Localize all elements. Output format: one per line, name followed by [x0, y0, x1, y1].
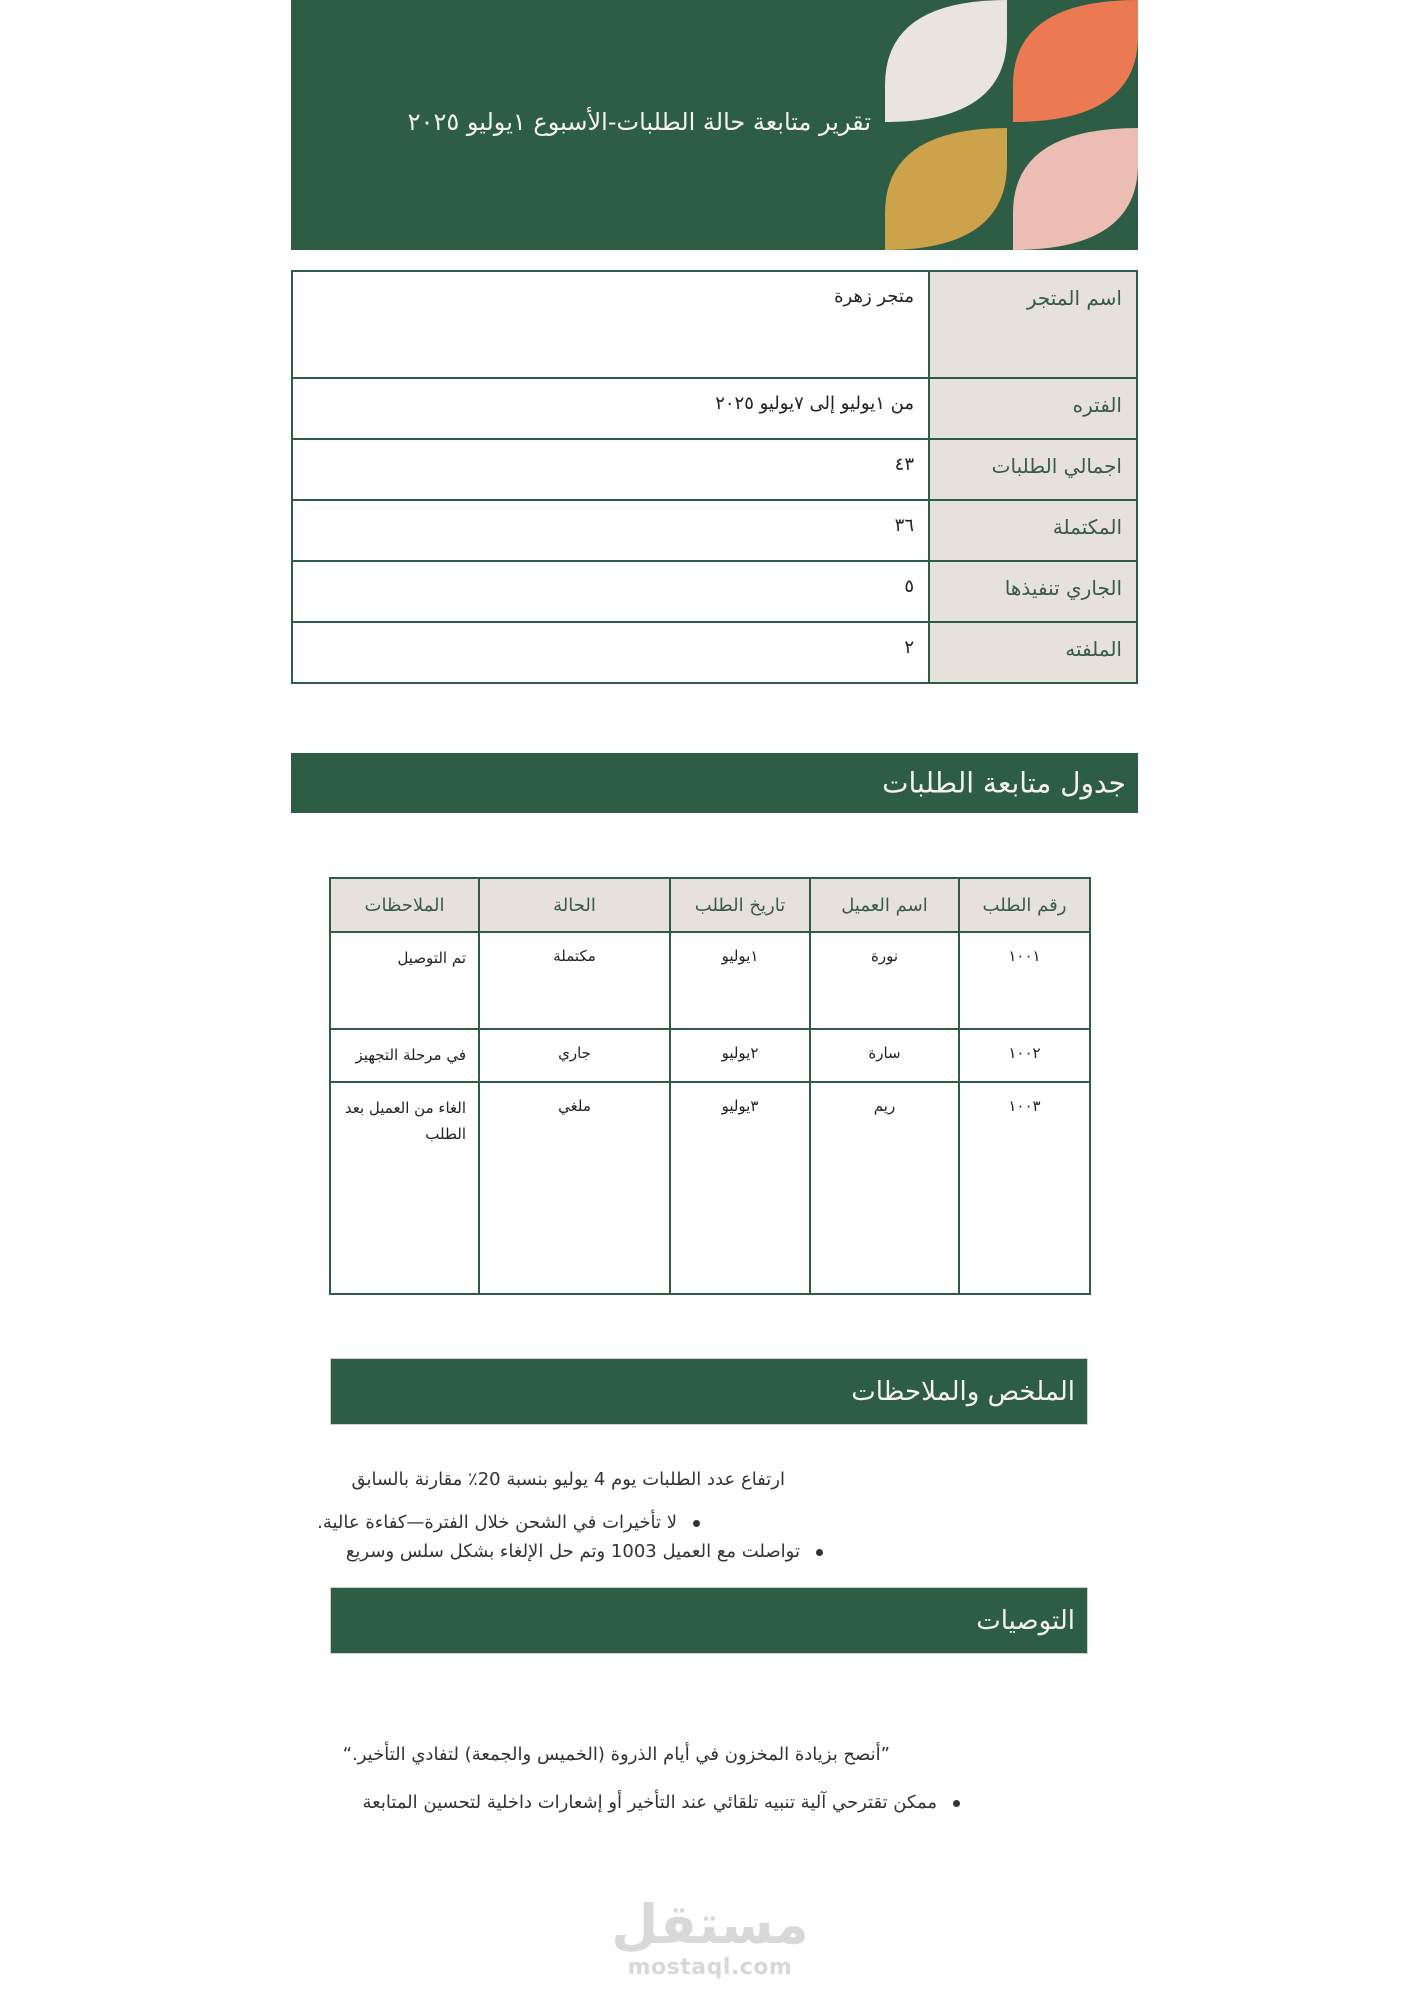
info-row: [292, 622, 1137, 683]
mustard-leaf-shape: [885, 128, 1007, 250]
info-label: الملفته: [929, 622, 1137, 683]
recommendation-bullet-text: ممكن تقترحي آلية تنبيه تلقائي عند التأخير أو إشعارات داخلية لتحسين المتابعة: [362, 1792, 937, 1813]
recommendations-section-header: [330, 1587, 1088, 1654]
report-title: تقرير متابعة حالة الطلبات-الأسبوع ١يوليو ٢٠٢٥: [407, 108, 871, 136]
notes-cell: تم التوصيل: [330, 932, 479, 1029]
table-row: [330, 932, 1090, 1029]
recommendation-quote: ”أنصح بزيادة المخزون في أيام الذروة (الخميس والجمعة) لتفادي التأخير.“: [342, 1744, 890, 1765]
pink-leaf-shape: [1013, 128, 1138, 250]
summary-paragraph: ارتفاع عدد الطلبات يوم 4 يوليو بنسبة 20٪ مقارنة بالسابق: [351, 1469, 785, 1490]
orange-leaf-shape: [1013, 0, 1138, 122]
info-row: [292, 439, 1137, 500]
column-header-status: الحالة: [479, 878, 670, 932]
watermark-latin: mostaql.com: [627, 1955, 793, 1980]
table-row: [330, 1029, 1090, 1082]
info-value: ٢: [292, 622, 929, 683]
status-cell: ملغي: [479, 1082, 670, 1294]
recommendations-section-title: التوصيات: [976, 1605, 1075, 1636]
info-row: [292, 378, 1137, 439]
cream-leaf-shape: [885, 0, 1007, 122]
info-value: من ١يوليو إلى ٧يوليو ٢٠٢٥: [292, 378, 929, 439]
column-header-notes: الملاحظات: [330, 878, 479, 932]
column-header-order-id: رقم الطلب: [959, 878, 1090, 932]
info-row: [292, 500, 1137, 561]
orders-table: [329, 877, 1091, 1295]
recommendation-bullet: [363, 1792, 961, 1813]
notes-cell: الغاء من العميل بعد الطلب: [330, 1082, 479, 1294]
store-info-table: [291, 270, 1138, 684]
summary-bullet-text: لا تأخيرات في الشحن خلال الفترة—كفاءة عالية.: [317, 1512, 677, 1533]
column-header-date: تاريخ الطلب: [670, 878, 810, 932]
order-id-cell: ١٠٠٣: [959, 1082, 1090, 1294]
orders-header-row: [330, 878, 1090, 932]
watermark-arabic: مستقل: [611, 1893, 809, 1956]
date-cell: ٣يوليو: [670, 1082, 810, 1294]
summary-section-header: [330, 1358, 1088, 1425]
bullet-icon: [693, 1520, 700, 1527]
mostaql-watermark: [595, 1895, 825, 1980]
info-value: ٣٦: [292, 500, 929, 561]
decorative-leaf-shapes: [885, 0, 1138, 250]
info-label: اجمالي الطلبات: [929, 439, 1137, 500]
customer-cell: نورة: [810, 932, 959, 1029]
customer-cell: سارة: [810, 1029, 959, 1082]
info-value: متجر زهرة: [292, 271, 929, 378]
info-row: [292, 561, 1137, 622]
date-cell: ٢يوليو: [670, 1029, 810, 1082]
bullet-icon: [953, 1800, 960, 1807]
order-id-cell: ١٠٠٢: [959, 1029, 1090, 1082]
date-cell: ١يوليو: [670, 932, 810, 1029]
customer-cell: ريم: [810, 1082, 959, 1294]
orders-section-title: جدول متابعة الطلبات: [882, 766, 1126, 800]
table-row: [330, 1082, 1090, 1294]
status-cell: جاري: [479, 1029, 670, 1082]
report-header: [291, 0, 1138, 250]
column-header-customer: اسم العميل: [810, 878, 959, 932]
orders-section-header: [291, 753, 1138, 813]
status-cell: مكتملة: [479, 932, 670, 1029]
info-label: اسم المتجر: [929, 271, 1137, 378]
summary-bullet: [346, 1541, 823, 1562]
summary-section-title: الملخص والملاحظات: [851, 1376, 1075, 1407]
info-label: الجاري تنفيذها: [929, 561, 1137, 622]
info-label: المكتملة: [929, 500, 1137, 561]
summary-bullet-text: تواصلت مع العميل 1003 وتم حل الإلغاء بشكل سلس وسريع: [345, 1541, 800, 1562]
order-id-cell: ١٠٠١: [959, 932, 1090, 1029]
notes-cell: في مرحلة التجهيز: [330, 1029, 479, 1082]
info-value: ٥: [292, 561, 929, 622]
summary-bullet: [317, 1512, 700, 1533]
bullet-icon: [816, 1549, 823, 1556]
info-label: الفتره: [929, 378, 1137, 439]
info-row: [292, 271, 1137, 378]
info-value: ٤٣: [292, 439, 929, 500]
